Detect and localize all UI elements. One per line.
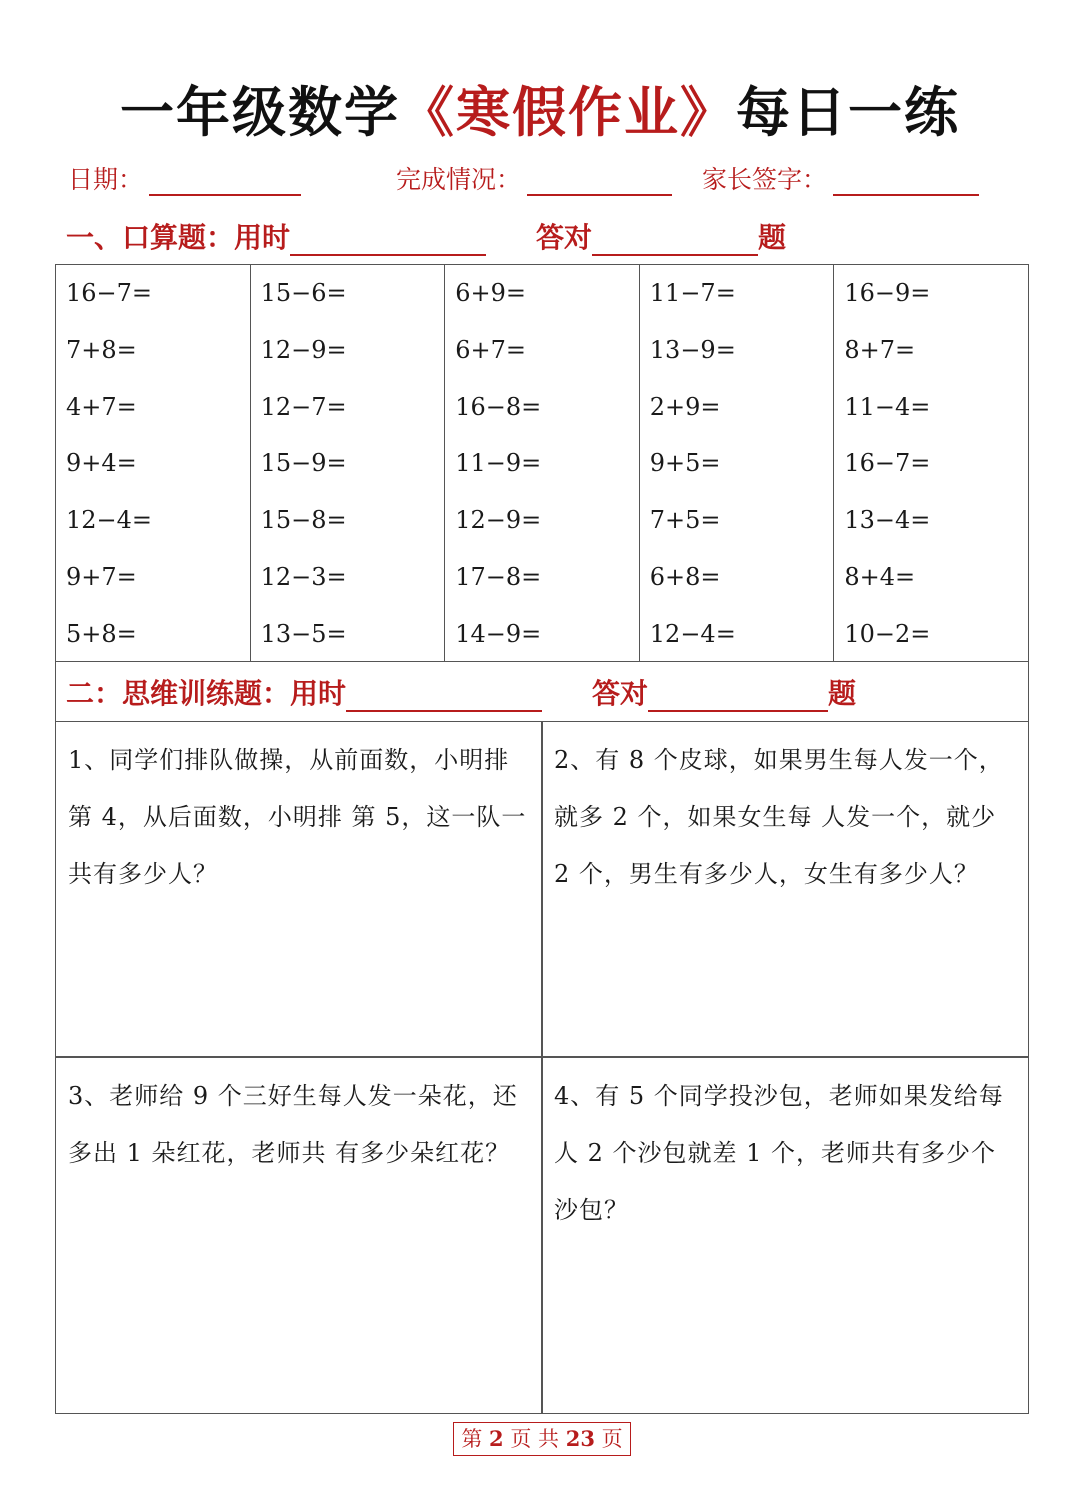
equation: 11−7= [649, 279, 736, 307]
equation: 15−8= [260, 506, 347, 535]
section2-label: 二：思维训练题：用时 [66, 677, 347, 710]
section2-correct-blank[interactable] [648, 678, 828, 712]
section2-header [66, 672, 856, 712]
arithmetic-grid [55, 264, 1029, 662]
current-page: 2 [489, 1426, 504, 1451]
equation: 13−4= [844, 506, 931, 535]
equation: 14−9= [455, 619, 542, 648]
info-row [0, 160, 1080, 200]
page-title [0, 70, 1080, 147]
equation: 7+5= [649, 506, 721, 535]
problem-3: 3、老师给 9 个三好生每人发一朵花，还多出 1 朵红花，老师共 有多少朵红花？ [68, 1082, 518, 1167]
equation: 8+7= [844, 335, 916, 364]
equation: 4+7= [66, 392, 137, 421]
problem-1: 1、同学们排队做操，从前面数，小明排第 4，从后面数，小明排 第 5，这一队一共有多少人？ [68, 746, 527, 888]
equation: 12−4= [649, 619, 736, 648]
section1-correct-label: 答对 [536, 221, 593, 254]
equation: 9+5= [649, 449, 721, 478]
title-highlight: 《寒假作业》 [400, 81, 736, 144]
problem-4: 4、有 5 个同学投沙包，老师如果发给每人 2 个沙包就差 1 个，老师共有多少个沙包？ [554, 1082, 1004, 1224]
equation: 15−9= [260, 449, 347, 478]
equation: 16−8= [455, 392, 542, 421]
equation: 2+9= [649, 392, 721, 421]
equation: 11−9= [455, 449, 542, 478]
equation: 12−3= [260, 562, 347, 591]
equation: 12−4= [66, 506, 153, 535]
signature-label: 家长签字： [702, 165, 828, 194]
section2-correct-label: 答对 [592, 677, 649, 710]
problem-2: 2、有 8 个皮球，如果男生每人发一个，就多 2 个，如果女生每 人发一个，就少 2 个，男生有多少人，女生有多少人？ [554, 746, 1004, 888]
equation: 6+7= [455, 335, 526, 364]
equation: 5+8= [66, 619, 137, 648]
section1-header [66, 216, 786, 256]
equation: 12−9= [455, 506, 542, 535]
equation: 16−7= [66, 279, 153, 307]
equation: 16−7= [844, 449, 931, 478]
completion-label: 完成情况： [396, 165, 522, 194]
signature-blank[interactable] [833, 164, 979, 196]
section1-label: 一、口算题：用时 [66, 221, 291, 254]
equation: 6+9= [455, 279, 526, 307]
date-blank[interactable] [149, 164, 301, 196]
arithmetic-column-5 [834, 265, 1028, 661]
equation: 13−5= [260, 619, 347, 648]
equation: 9+4= [66, 449, 137, 478]
title-prefix: 一年级数学 [120, 81, 400, 144]
section2-unit: 题 [828, 677, 857, 710]
equation: 9+7= [66, 562, 137, 591]
arithmetic-column-4 [640, 265, 835, 661]
section1-unit: 题 [758, 221, 787, 254]
section1-correct-blank[interactable] [592, 222, 758, 256]
equation: 17−8= [455, 562, 542, 591]
page-number [453, 1422, 631, 1456]
section1-time-blank[interactable] [290, 222, 486, 256]
problem-grid [55, 721, 1029, 1414]
date-label: 日期： [68, 165, 144, 194]
equation: 10−2= [844, 619, 931, 648]
equation: 13−9= [649, 335, 736, 364]
arithmetic-column-3 [445, 265, 640, 661]
equation: 12−9= [260, 335, 347, 364]
equation: 12−7= [260, 392, 347, 421]
date-field [68, 160, 301, 196]
page-suffix: 页 [601, 1427, 623, 1451]
completion-field [396, 160, 672, 196]
equation: 15−6= [260, 279, 347, 307]
equation: 11−4= [844, 392, 931, 421]
equation: 7+8= [66, 335, 137, 364]
page-middle: 页 共 [510, 1427, 560, 1451]
equation: 16−9= [844, 279, 931, 307]
section2-time-blank[interactable] [346, 678, 542, 712]
signature-field [702, 160, 979, 196]
completion-blank[interactable] [527, 164, 672, 196]
arithmetic-column-1 [56, 265, 251, 661]
page-prefix: 第 [461, 1427, 483, 1451]
title-suffix: 每日一练 [736, 81, 960, 144]
equation: 6+8= [649, 562, 721, 591]
equation: 8+4= [844, 562, 916, 591]
arithmetic-column-2 [251, 265, 446, 661]
total-pages: 23 [565, 1426, 595, 1451]
